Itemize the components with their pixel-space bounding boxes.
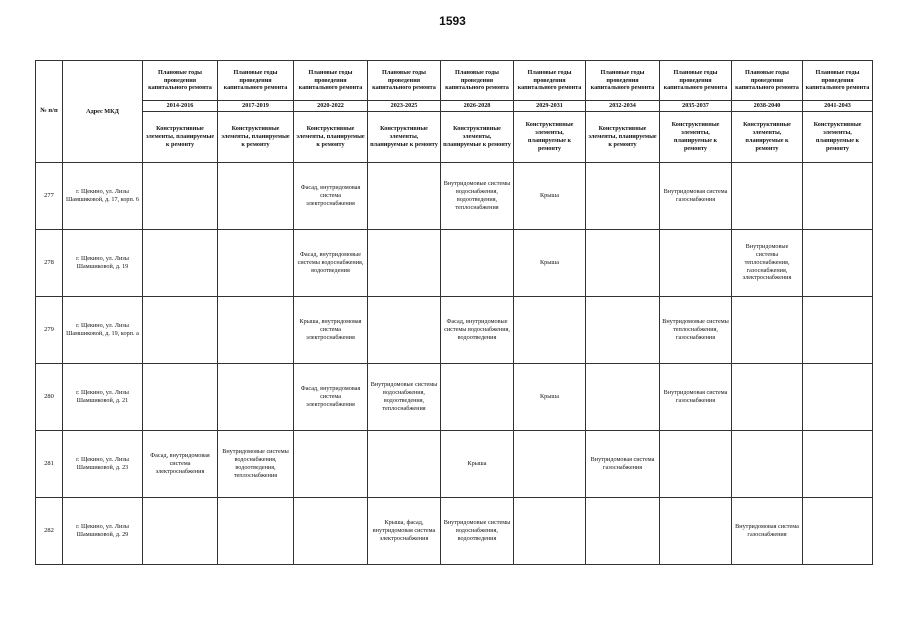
planned-years-header: Плановые годы проведения капитального ремонта <box>368 61 441 101</box>
repair-elements-cell: Внутридомовые системы водоснабжения, водоотведения, теплоснабжения <box>368 363 441 430</box>
repair-elements-cell <box>803 229 873 296</box>
repair-elements-cell <box>732 430 803 497</box>
repair-elements-cell: Крыша <box>514 363 586 430</box>
repair-elements-cell: Внутридомовые системы водоснабжения, водоотведения, теплоснабжения <box>441 162 514 229</box>
planned-years-header: Плановые годы проведения капитального ремонта <box>732 61 803 101</box>
repair-elements-cell <box>803 363 873 430</box>
period-header: 2023-2025 <box>368 101 441 112</box>
period-header: 2041-2043 <box>803 101 873 112</box>
row-address: г. Щекино, ул. Лизы Шамшиковой, д. 19, корп. а <box>63 296 143 363</box>
repair-elements-cell <box>143 296 218 363</box>
planned-years-header: Плановые годы проведения капитального ремонта <box>660 61 732 101</box>
repair-elements-cell: Внутридомовая система газоснабжения <box>732 497 803 564</box>
capital-repair-table <box>35 60 873 565</box>
repair-elements-cell: Крыша, внутридомовая система электроснабжения <box>294 296 368 363</box>
planned-years-header: Плановые годы проведения капитального ремонта <box>294 61 368 101</box>
repair-elements-cell <box>732 162 803 229</box>
repair-elements-cell <box>586 296 660 363</box>
period-header: 2035-2037 <box>660 101 732 112</box>
table-row <box>36 296 873 363</box>
repair-elements-cell <box>660 430 732 497</box>
period-header: 2014-2016 <box>143 101 218 112</box>
row-number: 279 <box>36 296 63 363</box>
elements-header: Конструктивные элементы, планируемые к ремонту <box>586 111 660 162</box>
repair-elements-cell <box>294 497 368 564</box>
row-number: 280 <box>36 363 63 430</box>
repair-elements-cell <box>218 497 294 564</box>
table-row <box>36 430 873 497</box>
table-row <box>36 162 873 229</box>
repair-elements-cell: Крыша <box>441 430 514 497</box>
repair-elements-cell <box>294 430 368 497</box>
table-row <box>36 229 873 296</box>
period-header: 2026-2028 <box>441 101 514 112</box>
period-header: 2038-2040 <box>732 101 803 112</box>
elements-header: Конструктивные элементы, планируемые к ремонту <box>294 111 368 162</box>
planned-years-header: Плановые годы проведения капитального ремонта <box>586 61 660 101</box>
elements-header: Конструктивные элементы, планируемые к ремонту <box>514 111 586 162</box>
repair-elements-cell <box>586 497 660 564</box>
row-address: г. Щекино, ул. Лизы Шамшиковой, д. 23 <box>63 430 143 497</box>
repair-elements-cell: Внутридомовая система газоснабжения <box>660 162 732 229</box>
repair-elements-cell <box>803 162 873 229</box>
repair-elements-cell <box>441 363 514 430</box>
repair-elements-cell <box>586 229 660 296</box>
repair-elements-cell <box>660 497 732 564</box>
elements-header: Конструктивные элементы, планируемые к ремонту <box>143 111 218 162</box>
repair-elements-cell <box>143 363 218 430</box>
planned-years-header: Плановые годы проведения капитального ремонта <box>803 61 873 101</box>
repair-elements-cell: Внутридомовые системы теплоснабжения, газоснабжения, электроснабжения <box>732 229 803 296</box>
elements-header: Конструктивные элементы, планируемые к ремонту <box>441 111 514 162</box>
repair-elements-cell <box>660 229 732 296</box>
repair-elements-cell <box>514 296 586 363</box>
elements-header: Конструктивные элементы, планируемые к ремонту <box>218 111 294 162</box>
repair-elements-cell <box>218 296 294 363</box>
repair-elements-cell: Внутридомовая система газоснабжения <box>660 363 732 430</box>
planned-years-header: Плановые годы проведения капитального ремонта <box>143 61 218 101</box>
row-address: г. Щекино, ул. Лизы Шамшиковой, д. 21 <box>63 363 143 430</box>
repair-elements-cell: Фасад, внутридомовые системы водоснабжения, водоотведения <box>441 296 514 363</box>
repair-elements-cell <box>803 296 873 363</box>
repair-elements-cell <box>368 430 441 497</box>
repair-elements-cell: Внутридомовые системы теплоснабжения, газоснабжения <box>660 296 732 363</box>
repair-elements-cell <box>586 363 660 430</box>
elements-header: Конструктивные элементы, планируемые к ремонту <box>732 111 803 162</box>
elements-header: Конструктивные элементы, планируемые к ремонту <box>368 111 441 162</box>
repair-elements-cell <box>143 162 218 229</box>
row-address: г. Щекино, ул. Лизы Шамшиковой, д. 17, корп. 6 <box>63 162 143 229</box>
repair-elements-cell: Фасад, внутридомовая система электроснабжения <box>294 162 368 229</box>
page-number: 1593 <box>439 14 466 28</box>
repair-elements-cell <box>218 229 294 296</box>
repair-elements-cell: Внутридомовые системы водоснабжения, водоотведения, теплоснабжения <box>218 430 294 497</box>
row-number: 281 <box>36 430 63 497</box>
repair-elements-cell <box>368 162 441 229</box>
table-row <box>36 497 873 564</box>
row-number: 277 <box>36 162 63 229</box>
repair-elements-cell <box>368 296 441 363</box>
repair-elements-cell <box>143 229 218 296</box>
period-header: 2017-2019 <box>218 101 294 112</box>
repair-elements-cell: Фасад, внутридомовая система электроснабжения <box>294 363 368 430</box>
col-address-header: Адрес МКД <box>63 61 143 163</box>
row-address: г. Щекино, ул. Лизы Шамшиковой, д. 19 <box>63 229 143 296</box>
elements-header: Конструктивные элементы, планируемые к ремонту <box>803 111 873 162</box>
repair-elements-cell <box>514 497 586 564</box>
repair-elements-cell: Крыша <box>514 162 586 229</box>
table-row <box>36 363 873 430</box>
repair-elements-cell <box>143 497 218 564</box>
period-header: 2032-2034 <box>586 101 660 112</box>
repair-elements-cell: Фасад, внутридомовые системы водоснабжения, водоотведения <box>294 229 368 296</box>
repair-elements-cell: Внутридомовая система газоснабжения <box>586 430 660 497</box>
repair-elements-cell <box>218 363 294 430</box>
col-num-header: № п/п <box>36 61 63 163</box>
period-header: 2020-2022 <box>294 101 368 112</box>
repair-elements-cell <box>218 162 294 229</box>
repair-elements-cell <box>368 229 441 296</box>
repair-elements-cell <box>732 296 803 363</box>
planned-years-header: Плановые годы проведения капитального ремонта <box>441 61 514 101</box>
repair-elements-cell <box>441 229 514 296</box>
repair-elements-cell: Фасад, внутридомовая система электроснабжения <box>143 430 218 497</box>
repair-elements-cell <box>514 430 586 497</box>
repair-elements-cell: Внутридомовые системы водоснабжения, водоотведения <box>441 497 514 564</box>
repair-elements-cell <box>803 430 873 497</box>
row-number: 282 <box>36 497 63 564</box>
repair-elements-cell: Крыша, фасад, внутридомовая система электроснабжения <box>368 497 441 564</box>
row-address: г. Щекино, ул. Лизы Шамшиковой, д. 29 <box>63 497 143 564</box>
elements-header: Конструктивные элементы, планируемые к ремонту <box>660 111 732 162</box>
repair-elements-cell <box>803 497 873 564</box>
period-header: 2029-2031 <box>514 101 586 112</box>
planned-years-header: Плановые годы проведения капитального ремонта <box>218 61 294 101</box>
planned-years-header: Плановые годы проведения капитального ремонта <box>514 61 586 101</box>
repair-elements-cell <box>586 162 660 229</box>
row-number: 278 <box>36 229 63 296</box>
repair-elements-cell <box>732 363 803 430</box>
repair-elements-cell: Крыша <box>514 229 586 296</box>
